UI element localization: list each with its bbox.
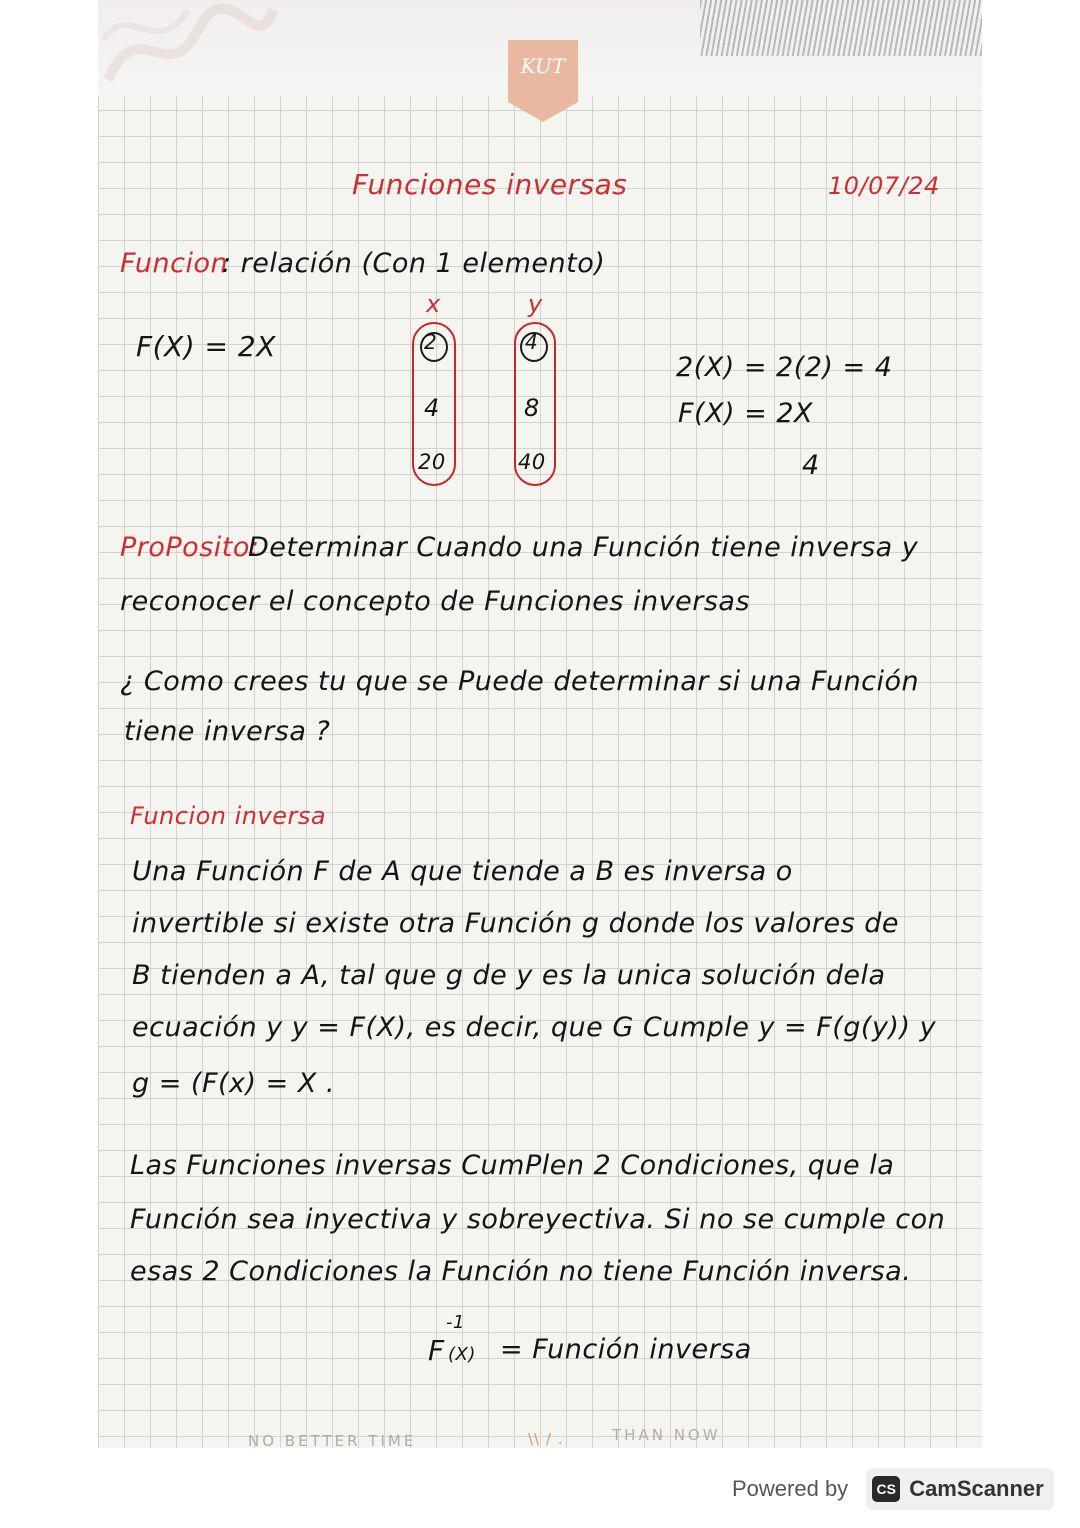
inverse-line-4: ecuación y y = F(X), es decir, que G Cumple y = F(g(y)) y [132,1012,937,1043]
calc-line-3: 4 [802,450,820,481]
proposito-line-2: reconocer el concepto de Funciones inversas [120,586,751,617]
calc-line-1: 2(X) = 2(2) = 4 [676,352,893,383]
camscanner-badge [866,1468,1054,1510]
x-value-1: 2 [424,330,438,354]
footer-mark: \\ / . [528,1430,564,1448]
inverse-line-5: g = (F(x) = X . [132,1068,335,1099]
camscanner-icon: CS [872,1476,900,1502]
page-title: Funciones inversas [352,168,628,201]
footer-right-text: THAN NOW [612,1426,721,1444]
y-value-1: 4 [525,330,539,354]
conditions-line-3: esas 2 Condiciones la Función no tiene Función inversa. [130,1256,912,1287]
camscanner-name: CamScanner [909,1476,1044,1501]
proposito-line-1: Determinar Cuando una Función tiene inversa y [248,532,919,563]
proposito-label: ProPosito: [120,532,260,563]
calc-line-2: F(X) = 2X [678,398,814,429]
question-line-1: ¿ Como crees tu que se Puede determinar si una Función [120,666,920,697]
inverse-subscript: (X) [448,1344,476,1365]
logo-bookmark [508,40,578,122]
camscanner-watermark [732,1474,1054,1504]
footer-left-text: NO BETTER TIME [248,1432,417,1450]
conditions-line-1: Las Funciones inversas CumPlen 2 Condiciones, que la [130,1150,895,1181]
inverse-line-3: B tienden a A, tal que g de y es la unica solución dela [132,960,886,991]
decorative-swirl [98,0,278,96]
x-value-2: 4 [424,394,440,422]
question-line-2: tiene inversa ? [124,716,331,747]
inverse-notation-text: = Función inversa [500,1334,752,1365]
conditions-line-2: Función sea inyectiva y sobreyectiva. Si no se cumple con [130,1204,946,1235]
scan-edge-hatch [700,0,982,56]
powered-by-text: Powered by [732,1476,849,1501]
page-date: 10/07/24 [828,172,940,200]
column-y-label: y [528,290,543,318]
inverse-symbol: F [428,1334,445,1367]
inverse-heading: Funcion inversa [130,802,327,830]
y-value-3: 40 [518,450,546,474]
column-x-label: x [426,290,441,318]
definition-label: Funcion [120,248,229,279]
inverse-line-1: Una Función F de A que tiende a B es inversa o [132,856,793,887]
example-formula: F(X) = 2X [136,330,276,363]
definition-text: : relación (Con 1 elemento) [222,248,606,279]
logo-text: KUT [520,54,566,78]
x-value-3: 20 [418,450,446,474]
inverse-superscript: -1 [446,1312,465,1333]
inverse-line-2: invertible si existe otra Función g donde los valores de [132,908,900,939]
y-value-2: 8 [524,394,540,422]
